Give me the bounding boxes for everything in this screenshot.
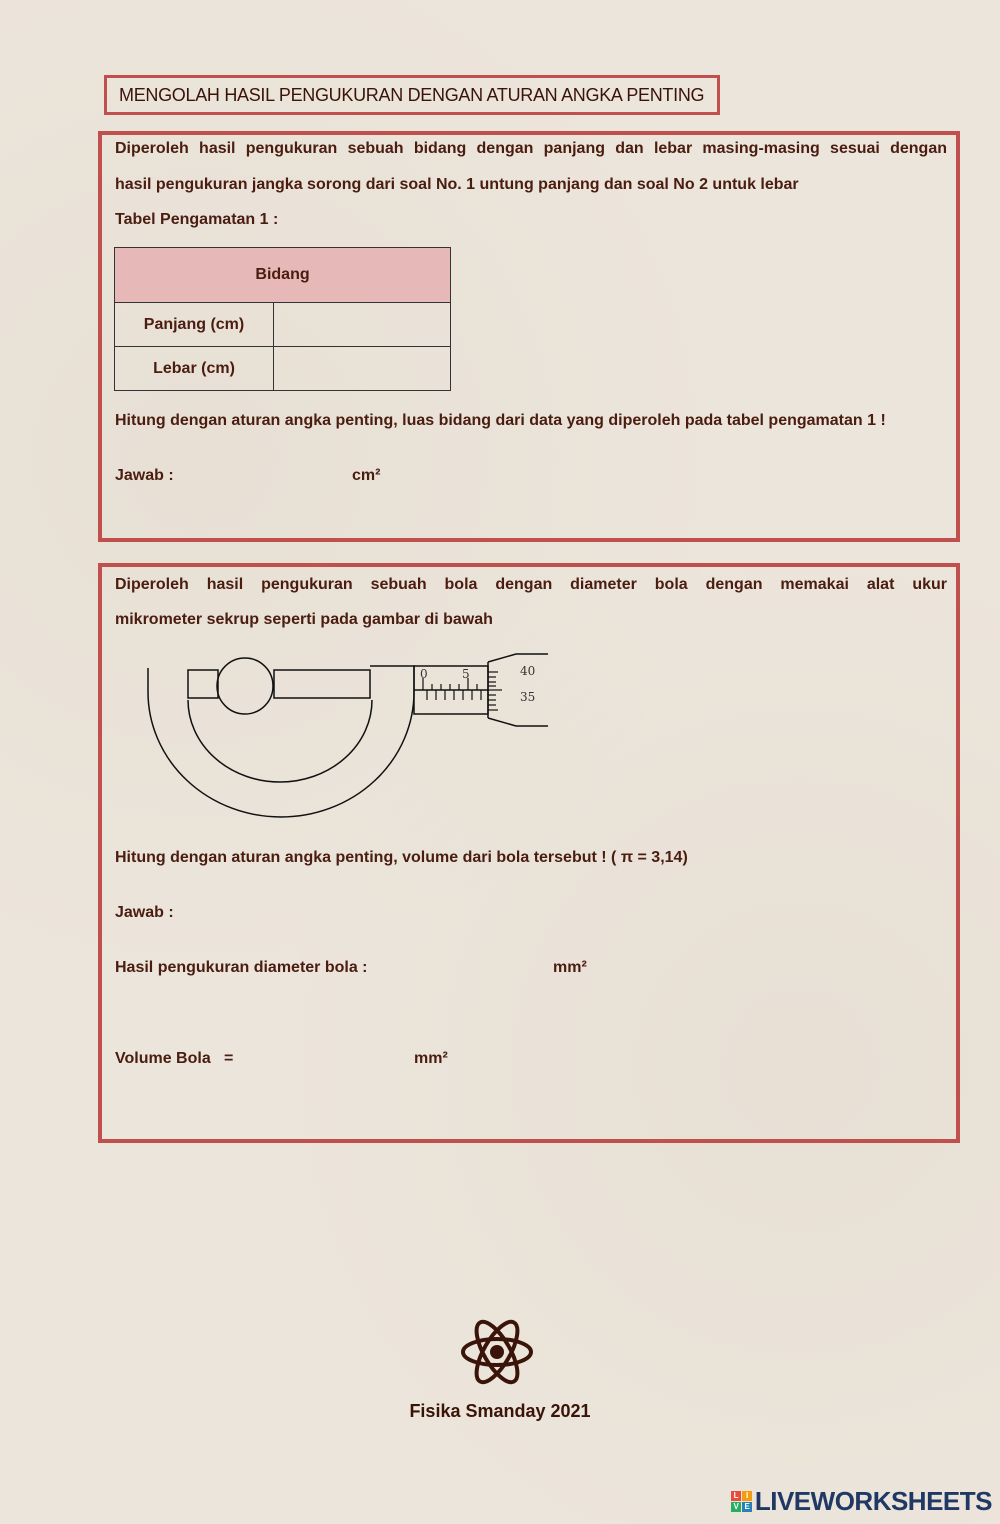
table-row: [115, 347, 451, 391]
table-cell-label: Panjang (cm): [115, 303, 274, 347]
liveworksheets-watermark[interactable]: [731, 1486, 992, 1517]
thimble-scale-label: 40: [520, 664, 536, 678]
section1-text-line1: Diperoleh hasil pengukuran sebuah bidang dengan panjang dan lebar masing-masing sesuai dengan: [115, 140, 947, 157]
section2-question: Hitung dengan aturan angka penting, volume dari bola tersebut ! ( π = 3,14): [115, 849, 688, 866]
section1-text-line2: hasil pengukuran jangka sorong dari soal No. 1 untung panjang dan soal No 2 untuk lebar: [115, 176, 799, 193]
section2-answer-label: Jawab :: [115, 904, 174, 921]
observation-table: [114, 247, 451, 391]
section2-text-line2: mikrometer sekrup seperti pada gambar di bawah: [115, 611, 493, 628]
diameter-label: Hasil pengukuran diameter bola :: [115, 959, 368, 976]
length-input-cell[interactable]: [274, 303, 451, 347]
volume-answer-input[interactable]: [252, 1050, 407, 1072]
page-title: MENGOLAH HASIL PENGUKURAN DENGAN ATURAN ANGKA PENTING: [104, 75, 720, 115]
width-input-cell[interactable]: [274, 347, 451, 391]
footer-text: Fisika Smanday 2021: [409, 1401, 591, 1421]
diameter-answer-input[interactable]: [392, 959, 547, 981]
section1-answer-label: Jawab :: [115, 467, 174, 484]
watermark-text: LIVEWORKSHEETS: [754, 1486, 992, 1516]
thimble-scale-label: 35: [520, 690, 536, 704]
diameter-unit: mm²: [553, 959, 587, 976]
area-answer-input[interactable]: [182, 467, 347, 489]
volume-unit: mm²: [414, 1050, 448, 1067]
section2-text-line1: Diperoleh hasil pengukuran sebuah bola dengan diameter bola dengan memakai alat ukur: [115, 576, 947, 593]
table-row: [115, 303, 451, 347]
main-scale-label: 5: [462, 667, 470, 681]
volume-label: Volume Bola =: [115, 1050, 234, 1067]
section1-question: Hitung dengan aturan angka penting, luas bidang dari data yang diperoleh pada tabel pengamatan 1 !: [115, 412, 886, 429]
atom-icon: [459, 1312, 535, 1392]
table-cell-label: Lebar (cm): [115, 347, 274, 391]
table-title: Tabel Pengamatan 1 :: [115, 211, 279, 228]
table-header: Bidang: [115, 248, 451, 303]
liveworksheets-logo-icon: L I V E: [731, 1491, 752, 1512]
main-scale-label: 0: [420, 667, 428, 681]
section1-answer-unit: cm²: [352, 467, 381, 484]
micrometer-illustration: [140, 648, 560, 823]
